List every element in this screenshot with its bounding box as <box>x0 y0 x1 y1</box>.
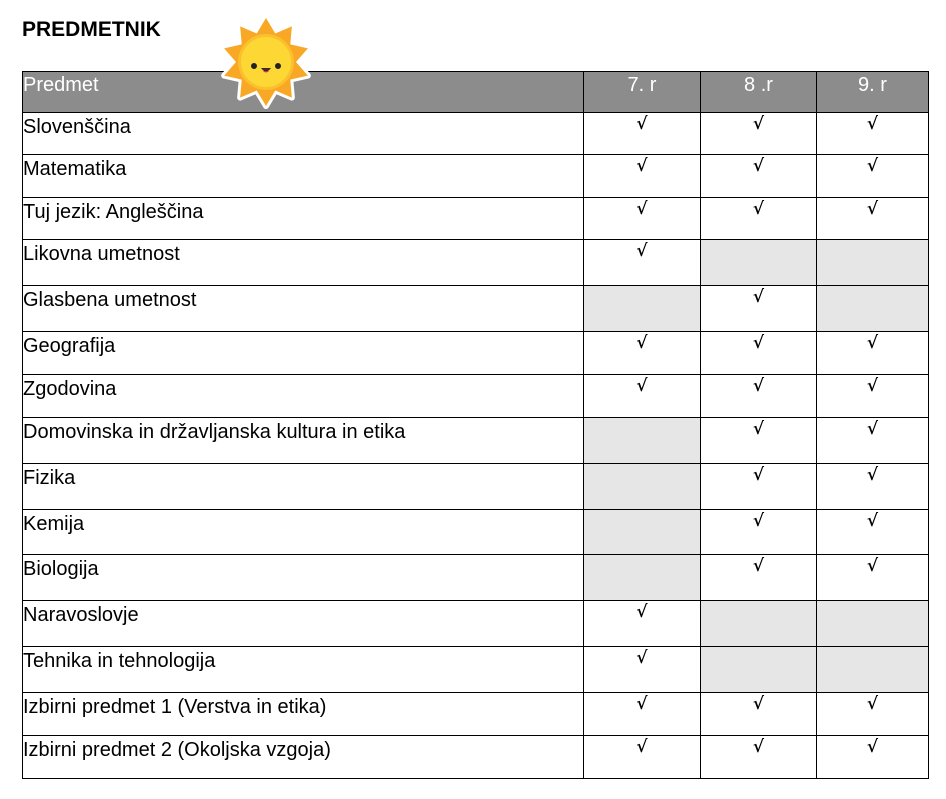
grade-8-unavailable-cell <box>701 647 817 693</box>
subject-cell <box>23 418 584 464</box>
check-icon: √ <box>866 511 879 531</box>
grade-9-check-cell <box>817 332 929 375</box>
grade-8-check-cell <box>701 375 817 418</box>
table-row <box>23 418 929 464</box>
grade-8-check-cell <box>701 464 817 510</box>
subject-name: Zgodovina <box>23 378 117 400</box>
check-icon: √ <box>752 511 765 531</box>
grade-8-check-cell <box>701 286 817 332</box>
subject-name: Tehnika in tehnologija <box>23 650 216 672</box>
check-icon: √ <box>752 465 765 485</box>
header-grade-9-label: 9. r <box>858 74 887 96</box>
check-icon: √ <box>866 156 879 176</box>
grade-8-unavailable-cell <box>701 601 817 647</box>
grade-7-unavailable-cell <box>584 464 701 510</box>
grade-9-unavailable-cell <box>817 286 929 332</box>
subject-name: Likovna umetnost <box>23 243 180 265</box>
grade-7-unavailable-cell <box>584 286 701 332</box>
subject-name: Naravoslovje <box>23 604 139 626</box>
grade-7-check-cell <box>584 375 701 418</box>
header-grade-7-label: 7. r <box>627 74 657 96</box>
grade-8-check-cell <box>701 693 817 736</box>
table-row <box>23 555 929 601</box>
subject-cell <box>23 736 584 779</box>
sun-left-eye <box>251 63 257 69</box>
subject-cell <box>23 155 584 198</box>
smiling-sun-icon <box>214 12 318 112</box>
check-icon: √ <box>752 287 765 307</box>
grade-9-check-cell <box>817 510 929 555</box>
subject-name: Izbirni predmet 1 (Verstva in etika) <box>23 696 327 718</box>
header-grade-8-label: 8 .r <box>744 74 773 96</box>
grade-9-check-cell <box>817 464 929 510</box>
check-icon: √ <box>752 156 765 176</box>
check-icon: √ <box>636 156 648 176</box>
subject-name: Domovinska in državljanska kultura in etika <box>23 421 406 443</box>
check-icon: √ <box>866 556 879 576</box>
subject-name: Kemija <box>23 513 85 535</box>
check-icon: √ <box>636 737 648 757</box>
subject-cell <box>23 555 584 601</box>
subject-cell <box>23 693 584 736</box>
grade-9-unavailable-cell <box>817 601 929 647</box>
subject-cell <box>23 647 584 693</box>
grade-9-check-cell <box>817 375 929 418</box>
table-row <box>23 510 929 555</box>
subject-cell <box>23 198 584 240</box>
subject-cell <box>23 113 584 155</box>
grade-9-check-cell <box>817 198 929 240</box>
subject-cell <box>23 286 584 332</box>
subject-name: Biologija <box>23 558 99 580</box>
grade-7-check-cell <box>584 601 701 647</box>
check-icon: √ <box>752 694 765 714</box>
check-icon: √ <box>866 199 879 219</box>
grade-9-unavailable-cell <box>817 240 929 286</box>
subject-cell <box>23 332 584 375</box>
check-icon: √ <box>866 737 879 757</box>
table-row <box>23 113 929 155</box>
subject-name: Slovenščina <box>23 116 131 138</box>
check-icon: √ <box>866 333 879 353</box>
check-icon: √ <box>866 376 879 396</box>
subject-name: Tuj jezik: Angleščina <box>23 201 204 223</box>
grade-8-check-cell <box>701 332 817 375</box>
grade-8-unavailable-cell <box>701 240 817 286</box>
table-row <box>23 332 929 375</box>
check-icon: √ <box>636 376 648 396</box>
subject-cell <box>23 240 584 286</box>
header-grade-9 <box>817 72 929 113</box>
subject-cell <box>23 375 584 418</box>
grade-7-check-cell <box>584 113 701 155</box>
check-icon: √ <box>752 556 765 576</box>
header-grade-7 <box>584 72 701 113</box>
check-icon: √ <box>752 199 765 219</box>
check-icon: √ <box>752 376 765 396</box>
sun-right-eye <box>275 63 281 69</box>
check-icon: √ <box>636 694 648 714</box>
grade-8-check-cell <box>701 555 817 601</box>
subject-cell <box>23 510 584 555</box>
grade-9-check-cell <box>817 155 929 198</box>
check-icon: √ <box>636 648 648 668</box>
grade-8-check-cell <box>701 155 817 198</box>
table-row <box>23 693 929 736</box>
check-icon: √ <box>636 241 648 261</box>
grade-9-unavailable-cell <box>817 647 929 693</box>
grade-7-check-cell <box>584 240 701 286</box>
table-row <box>23 155 929 198</box>
check-icon: √ <box>752 737 765 757</box>
grade-9-check-cell <box>817 555 929 601</box>
grade-7-check-cell <box>584 198 701 240</box>
grade-8-check-cell <box>701 198 817 240</box>
table-row <box>23 647 929 693</box>
subject-name: Matematika <box>23 158 127 180</box>
subject-name: Fizika <box>23 467 76 489</box>
sun-face <box>241 37 291 87</box>
grade-9-check-cell <box>817 418 929 464</box>
header-grade-8 <box>701 72 817 113</box>
grade-7-check-cell <box>584 693 701 736</box>
grade-7-unavailable-cell <box>584 510 701 555</box>
table-row <box>23 375 929 418</box>
grade-8-check-cell <box>701 736 817 779</box>
page-title: PREDMETNIK <box>22 18 161 41</box>
grade-8-check-cell <box>701 510 817 555</box>
table-row <box>23 736 929 779</box>
grade-7-check-cell <box>584 647 701 693</box>
check-icon: √ <box>752 333 765 353</box>
grade-7-unavailable-cell <box>584 555 701 601</box>
subject-name: Izbirni predmet 2 (Okoljska vzgoja) <box>23 739 331 761</box>
grade-8-check-cell <box>701 418 817 464</box>
check-icon: √ <box>866 419 879 439</box>
check-icon: √ <box>636 114 648 134</box>
subject-name: Glasbena umetnost <box>23 289 197 311</box>
grade-9-check-cell <box>817 736 929 779</box>
table-header-row <box>23 72 929 113</box>
table-row <box>23 240 929 286</box>
table-row <box>23 198 929 240</box>
check-icon: √ <box>866 694 879 714</box>
table-row <box>23 601 929 647</box>
check-icon: √ <box>636 333 648 353</box>
table-row <box>23 464 929 510</box>
grade-9-check-cell <box>817 113 929 155</box>
subject-cell <box>23 601 584 647</box>
grade-9-check-cell <box>817 693 929 736</box>
check-icon: √ <box>752 114 765 134</box>
curriculum-table <box>22 71 929 779</box>
check-icon: √ <box>752 419 765 439</box>
table-row <box>23 286 929 332</box>
check-icon: √ <box>866 465 879 485</box>
check-icon: √ <box>636 602 648 622</box>
grade-7-unavailable-cell <box>584 418 701 464</box>
subject-cell <box>23 464 584 510</box>
grade-7-check-cell <box>584 155 701 198</box>
grade-7-check-cell <box>584 332 701 375</box>
grade-7-check-cell <box>584 736 701 779</box>
grade-8-check-cell <box>701 113 817 155</box>
check-icon: √ <box>866 114 879 134</box>
subject-name: Geografija <box>23 335 116 357</box>
header-subject-label: Predmet <box>23 74 99 96</box>
check-icon: √ <box>636 199 648 219</box>
